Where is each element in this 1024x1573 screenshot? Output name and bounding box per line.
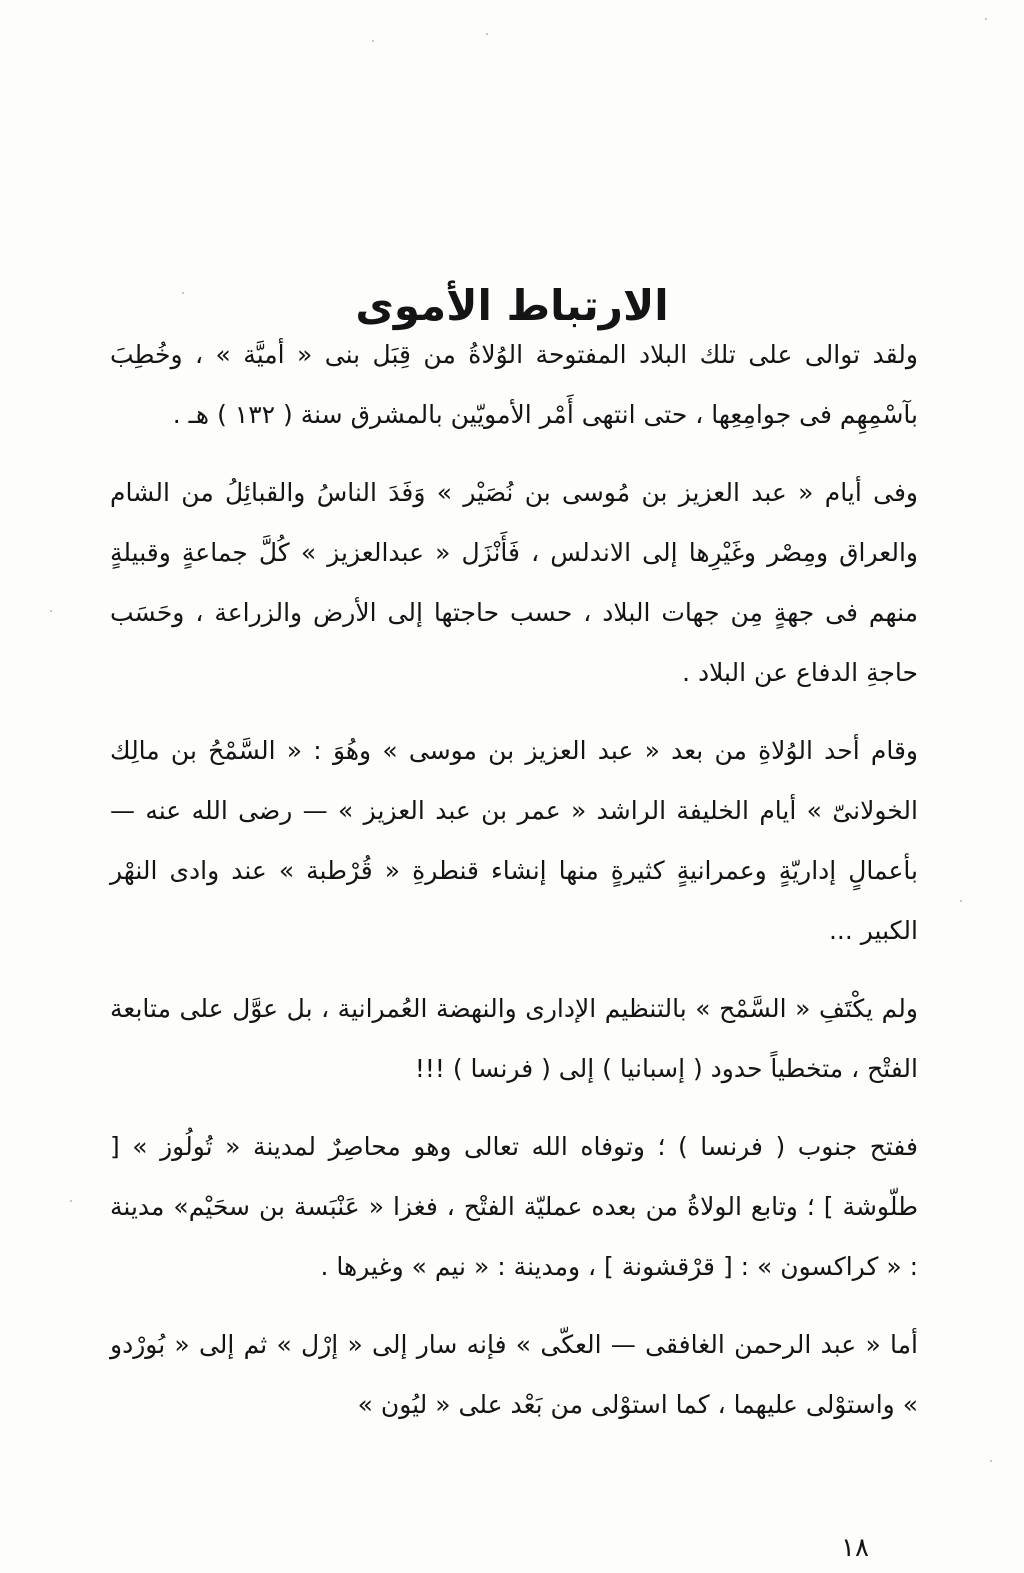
paragraph-toulouse: ففتح جنوب ( فرنسا ) ؛ وتوفاه الله تعالى وهو محاصِرٌ لمدينة « تُولُوز » [ طلّوشة ] ؛ وتابع الولاةُ من بعده عمليّة الفتْح ، فغزا « عَنْبَسة بن سحَيْم» مدينة : « كراكسون » : [ قرْقشونة ] ، ومدينة : « نيم » وغيرها . — [110, 1132, 918, 1281]
paragraph-france-campaign: ولم يكْتَفِ « السَّمْح » بالتنظيم الإدارى والنهضة العُمرانية ، بل عوَّل على متابعة الفتْح ، متخطياً حدود ( إسبانيا ) إلى ( فرنسا ) !!! — [110, 994, 918, 1083]
paragraph-abdulaziz-settlement: وفى أيام « عبد العزيز بن مُوسى بن نُصَيْر » وَفَدَ الناسُ والقبائِلُ من الشام والعراق ومِصْر وغَيْرِها إلى الاندلس ، فَأَنْزَل « عبدالعزيز » كُلَّ جماعةٍ وقبيلةٍ منهم فى جهةٍ مِن جهات البلاد ، حسب حاجتها إلى الأرض والزراعة ، وحَسَب حاجةِ الدفاع عن البلاد . — [110, 478, 918, 687]
page-title: الارتباط الأموى — [355, 281, 669, 331]
paragraph-ghafiqi: أما « عبد الرحمن الغافقى — العكّى » فإنه سار إلى « إرْل » ثم إلى « بُورْدو » واستوْلى عليهما ، كما استوْلى من بَعْد على « ليُون » — [110, 1330, 918, 1419]
body-text — [110, 325, 918, 1453]
paragraph-umayyad-governors: ولقد توالى على تلك البلاد المفتوحة الوُلاةُ من قِبَل بنى « أميَّة » ، وخُطِبَ بآسْمِهِم فى جوامِعِها ، حتى انتهى أَمْر الأمويّين بالمشرق سنة ( ١٣٢ ) هـ . — [110, 340, 918, 429]
paragraph-al-samh: وقام أحد الوُلاةِ من بعد « عبد العزيز بن موسى » وهُوَ : « السَّمْحُ بن مالِك الخولانىّ » أيام الخليفة الراشد « عمر بن عبد العزيز » — رضى الله عنه — بأعمالٍ إداريّةٍ وعمرانيةٍ كثيرةٍ منها إنشاء قنطرةِ « قُرْطبة » عند وادى النهْر الكبير ... — [110, 736, 918, 945]
page-number: ١٨ — [841, 1533, 869, 1563]
